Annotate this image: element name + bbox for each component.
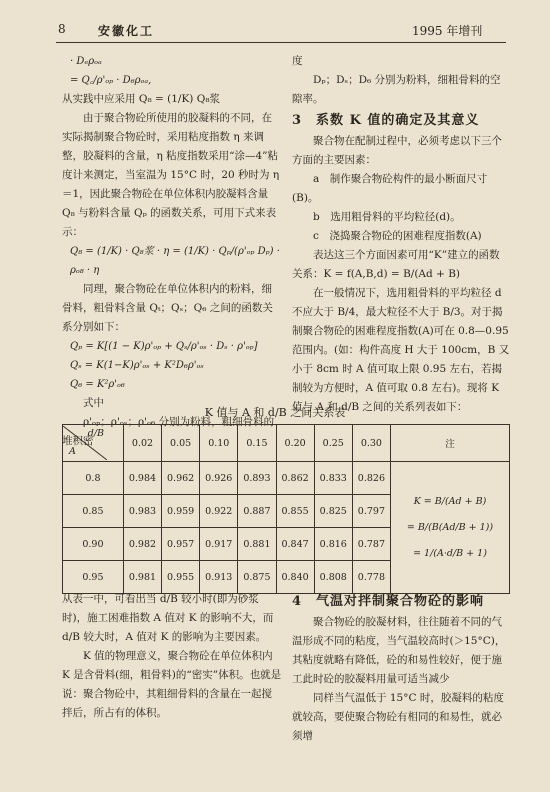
formula-1: · Dₑρₒₐ <box>70 56 102 67</box>
table-cell: 0.922 <box>200 495 238 528</box>
paragraph: Dₚ；Dₛ；D₆ 分别为粉料，细粗骨料的空隙率。 <box>292 74 501 105</box>
table-cell: 0.833 <box>314 462 352 495</box>
table-cell: 0.984 <box>123 462 161 495</box>
table-cell: 0.887 <box>238 495 276 528</box>
column-header: 0.05 <box>162 425 200 462</box>
formula-6: Q₆ = K²ρ'ₒ₆ <box>70 379 125 390</box>
table-cell: 0.787 <box>352 528 390 561</box>
paragraph: 聚合物砼的胶凝材料，往往随着不同的气温形成不同的粘度，当气温较高时(＞15°C)，其粘度就略有降低，砼的和易性较好，便于施工此时砼的胶凝料用量可适当减少 <box>292 616 506 685</box>
table-cell: 0.926 <box>200 462 238 495</box>
paragraph: 同理，聚合物砼在单位体积内的粉料，细骨料，粗骨料含量 Qₜ；Qₛ；Q₆ 之间的函数关系分别如下： <box>62 283 273 333</box>
table-cell: 0.959 <box>162 495 200 528</box>
column-header: 0.20 <box>276 425 314 462</box>
table-corner <box>63 425 124 462</box>
table-cell: 0.913 <box>200 561 238 594</box>
list-item: c 浇捣聚合物砼的困难程度指数(A) <box>313 230 482 242</box>
paragraph: 式中 <box>83 397 104 409</box>
issue-label: 1995 年增刊 <box>412 24 483 38</box>
column-header: 0.25 <box>314 425 352 462</box>
table-cell: 0.855 <box>276 495 314 528</box>
table-cell: 0.893 <box>238 462 276 495</box>
note-line: = 1/(A·d/B + 1) <box>413 547 487 559</box>
paragraph: 度 <box>292 55 303 67</box>
table-cell: 0.826 <box>352 462 390 495</box>
section-heading: 3 系数 K 值的确定及其意义 <box>292 113 480 128</box>
note-line: K = B/(Ad + B) <box>413 495 487 507</box>
paragraph: 同样当气温低于 15°C 时，胶凝料的粘度就较高，要使聚合物砼有相同的和易性，就必须增 <box>292 692 504 742</box>
bottom-right-column <box>292 590 510 746</box>
table-cell: 0.840 <box>276 561 314 594</box>
left-column <box>62 52 282 451</box>
list-item: b 选用粗骨料的平均粒径(d)。 <box>313 211 461 223</box>
paragraph: 从实践中应采用 Q₈ = (1/K) Q₈浆 <box>62 93 221 105</box>
paragraph: K 值的物理意义，聚合物砼在单位体积内 K 是含骨料(细，粗骨料)的“密实”体积。也就是说：聚合物砼中，其粗细骨料的含量在一起搅拌后，所占有的体积。 <box>62 650 282 719</box>
bottom-left-column <box>62 590 282 723</box>
row-label: 0.8 <box>63 462 124 495</box>
column-header: 0.15 <box>238 425 276 462</box>
paragraph: ρ'ₒₚ；ρ'ₒₛ；ρ'ₒ₆ 分别为粉料，粗细骨料的堆积密 <box>62 416 275 447</box>
row-label: 0.90 <box>63 528 124 561</box>
formula-2: = Q꜀/ρ'ₒₚ · D₆ρₒₐ, <box>70 75 152 86</box>
row-label: 0.95 <box>63 561 124 594</box>
table-cell: 0.917 <box>200 528 238 561</box>
table-cell: 0.881 <box>238 528 276 561</box>
row-label: 0.85 <box>63 495 124 528</box>
table-cell: 0.816 <box>314 528 352 561</box>
table-title: K 值与 A 和 d/B 之间关系表 <box>204 406 346 419</box>
note-line: = B/(B(Ad/B + 1)) <box>406 521 494 533</box>
table-cell: 0.983 <box>123 495 161 528</box>
table-cell: 0.982 <box>123 528 161 561</box>
table-cell: 0.808 <box>314 561 352 594</box>
table-note <box>391 462 510 594</box>
table-cell: 0.962 <box>162 462 200 495</box>
formula-3: Q₈ = (1/K) · Q₈浆 · η = (1/K) · Qₚ/(ρ'ₒₚ Dₚ) · ρₒ₈ · η <box>70 246 280 276</box>
column-header: 0.10 <box>200 425 238 462</box>
note-header: 注 <box>391 425 510 462</box>
table-cell: 0.955 <box>162 561 200 594</box>
paragraph: 聚合物在配制过程中，必须考虑以下三个方面的主要因素： <box>292 135 502 166</box>
journal-name: 安徽化工 <box>98 24 155 38</box>
corner-top: d/B <box>87 428 104 439</box>
list-item: a 制作聚合物砼构件的最小断面尺寸(B)。 <box>292 173 488 204</box>
paragraph: 表达这三个方面因素可用“K”建立的函数关系：K = f(A,B,d) = B/(Ad + B) <box>292 249 500 280</box>
paragraph: 在一般情况下，选用粗骨料的平均粒径 d 不应大于 B/4，最大粒径不大于 B/3。对于揭制聚合物砼的困难程度指数(A)可在 0.8—0.95 范围内。(如：构件高度 H 大于 100cm，B 又小于 8cm 时 A 值可取上限 0.95 左右，若揭制较为方便时，A 值可取 0.8 左右)。现将 K 值与 A 和 d/B 之间的关系列表如下： <box>292 287 510 413</box>
paragraph: 从表一中，可看出当 d/B 较小时(即为砂浆时)，施工困难指数 A 值对 K 的影响不大，而 d/B 较大时，A 值对 K 的影响为主要因素。 <box>62 593 274 643</box>
table-cell: 0.957 <box>162 528 200 561</box>
table-cell: 0.981 <box>123 561 161 594</box>
page-number: 8 <box>58 22 66 36</box>
table-cell: 0.778 <box>352 561 390 594</box>
formula-4: Qₚ = K[(1 − K)ρ'ₒₚ + Qₛ/ρ'ₒₛ · Dₛ · ρ'ₒₚ] <box>70 341 258 352</box>
table-row <box>63 462 510 495</box>
formula-5: Qₛ = K(1−K)ρ'ₒₛ + K²D₆ρ'ₒₛ <box>70 360 204 371</box>
right-column <box>292 52 510 417</box>
table-cell: 0.862 <box>276 462 314 495</box>
table-cell: 0.847 <box>276 528 314 561</box>
corner-bottom: A <box>69 446 76 457</box>
column-header: 0.02 <box>123 425 161 462</box>
header-rule <box>56 42 506 43</box>
k-value-table <box>62 424 510 594</box>
column-header: 0.30 <box>352 425 390 462</box>
paragraph: 由于聚合物砼所使用的胶凝料的不同，在实际揭制聚合物砼时，采用粘度指数 η 来调整，胶凝料的含量，η 粘度指数采用“涂—4”粘度计来测定，当室温为 15°C 时，20 秒时为 η＝1，因此聚合物砼在单位体积内胶凝料含量 Q₈ 与粉料含量 Qₚ 的函数关系，可用下式来表示： <box>62 112 280 238</box>
table-cell: 0.875 <box>238 561 276 594</box>
table-cell: 0.825 <box>314 495 352 528</box>
section-heading: 4 气温对拌制聚合物砼的影响 <box>292 594 485 609</box>
table-cell: 0.797 <box>352 495 390 528</box>
